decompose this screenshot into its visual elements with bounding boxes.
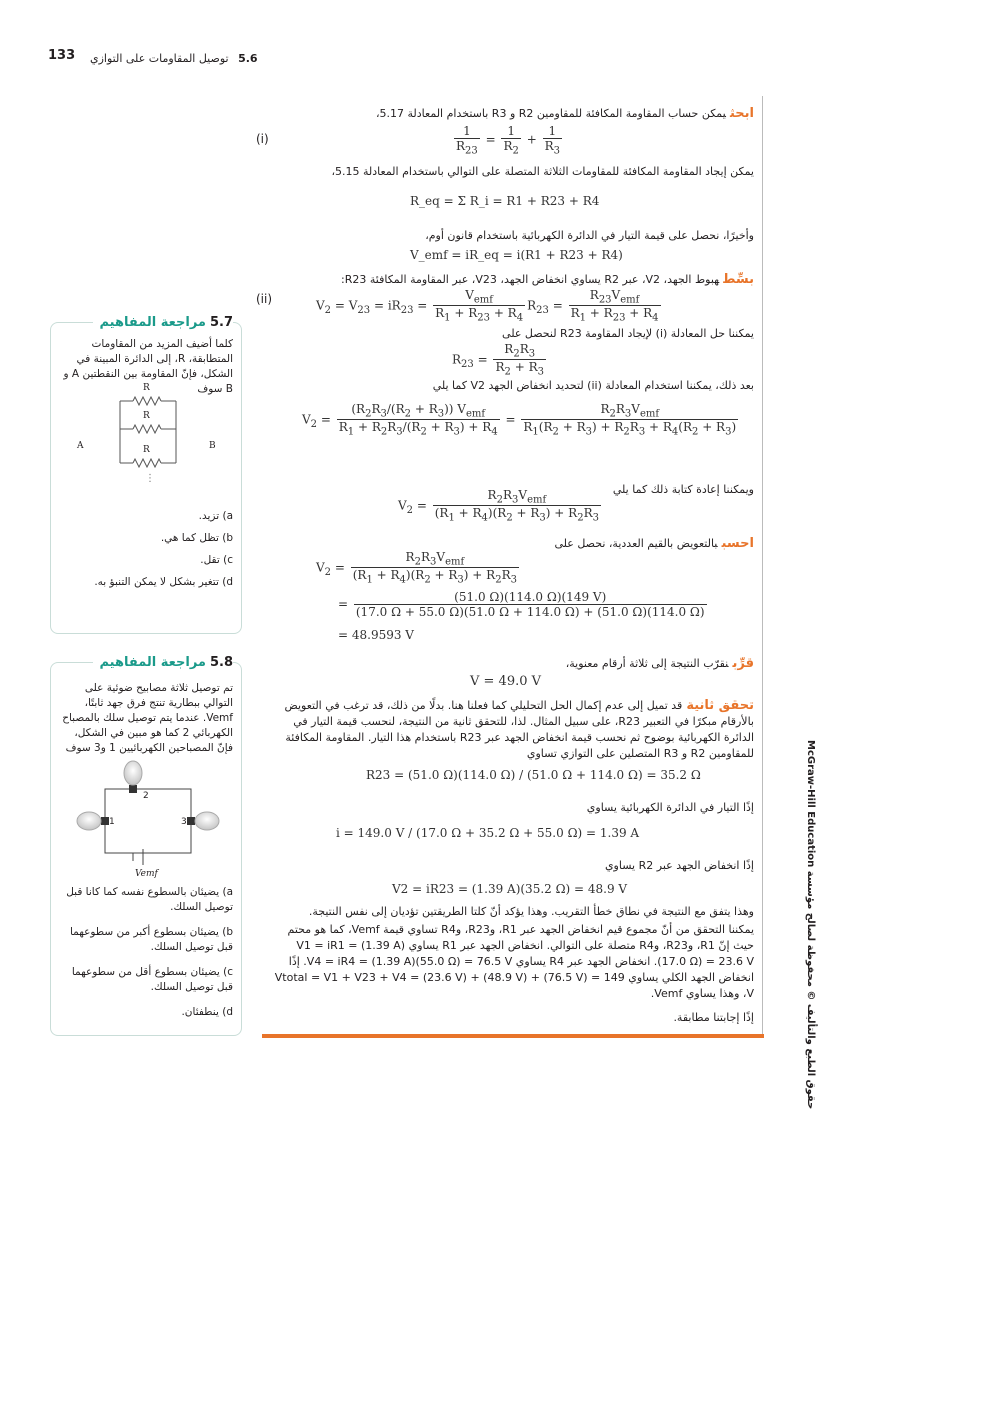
explore-keyword: ابحث	[729, 106, 754, 121]
review-5-8-option-b: b) يضيئان بسطوع أكبر من سطوعهما قبل توصيل السلك.	[69, 926, 233, 953]
check-text-6: إذًا إجابتنا مطابقة.	[673, 1011, 754, 1024]
explore-text-1: يمكن حساب المقاومة المكافئة للمقاومين R2 و R3 باستخدام المعادلة 5.17،	[375, 107, 726, 120]
review-5-8-option-d: d) ينطفئان.	[181, 1006, 233, 1018]
bulb-1	[77, 812, 101, 830]
check-text-3: إذًا انخفاض الجهد عبر R2 يساوي	[604, 859, 754, 872]
concept-review-5-7-question: كلما أضيف المزيد من المقاومات المتطابقة، R، إلى الدائرة المبينة في الشكل، فإنّ المقاومة بين النقطتين A و B سوف	[63, 338, 233, 395]
bulb-3-socket	[187, 817, 195, 825]
bulb-2-socket	[129, 785, 137, 793]
section-title: توصيل المقاومات على التوازي	[90, 52, 229, 65]
check-v2: V2 = iR23 = (1.39 A)(35.2 Ω) = 48.9 V	[392, 882, 628, 896]
simplify-text-1: هبوط الجهد، V2، عبر R2 يساوي انخفاض الجهد، V23، عبر المقاومة المكافئة R23:	[341, 273, 720, 286]
check-current: i = 149.0 V / (17.0 Ω + 35.2 Ω + 55.0 Ω) = 1.39 A	[336, 826, 640, 840]
copyright-text: حقوق الطبع والتأليف © محفوظة لصالح مؤسسة McGraw-Hill Education	[805, 740, 816, 1110]
simplify-text-4: ويمكننا إعادة كتابة ذلك كما يلي	[612, 483, 754, 496]
equation-i-label: (i)	[256, 132, 269, 146]
equation-v2-expanded: $V_2$ = $\frac{(R_2R_3/(R_2 + R_3)) V_{emf}}{R_1 + R_2R_3/(R_2 + R_3) + R_4}$ = $\frac{R_2R_3V_{emf}}{R_1(R_2 + R_3) + R_2R_3 + R_4(R_2 + R_3)}$	[302, 402, 737, 438]
explore-text-2: يمكن إيجاد المقاومة المكافئة للمقاومات الثلاثة المتصلة على التوالي باستخدام المعادلة 5.15،	[331, 165, 754, 178]
parallel-resistors-figure	[73, 383, 223, 503]
equation-v2-numeric: = $\frac{(51.0 \Omega)(114.0 \Omega)(149 V)}{(17.0 \Omega + 55.0 \Omega)(51.0 \Omega + 114.0 \Omega) + (51.0 \Omega)(114.0 \Omega)}$	[338, 590, 705, 619]
equation-ii-label: (ii)	[256, 292, 273, 306]
concept-review-5-8-question: تم توصيل ثلاثة مصابيح ضوئية على التوالي ببطارية تنتج فرق جهد ثابتًا، Vemf. عندما يتم توصيل سلك بالمصباح الكهربائي 2 كما هو مبين في الشكل، فإنّ المصباحين الكهربائيين 1 و3 سوف	[62, 682, 233, 754]
light-bulb-circuit-figure	[71, 755, 231, 875]
round-text: نقرّب النتيجة إلى ثلاثة أرقام معنوية،	[565, 657, 729, 670]
bulb-3	[195, 812, 219, 830]
more-resistors-dots: ⋮	[145, 473, 155, 484]
bulb-2	[124, 761, 142, 785]
equation-v2-compact: $V_2$ = $\frac{R_2R_3V_{emf}}{(R_1 + R_4)(R_2 + R_3) + R_2R_3}$	[398, 488, 599, 524]
running-head	[90, 52, 258, 65]
simplify-text-3: بعد ذلك، يمكننا استخدام المعادلة (ii) لتحديد انخفاض الجهد V2 كما يلي	[432, 379, 754, 392]
node-label-b: B	[209, 441, 216, 451]
round-line	[274, 656, 754, 672]
bulb-label-2: 2	[143, 791, 149, 801]
review-5-8-option-a: a) يضيئان بالسطوع نفسه كما كانا قبل توصيل السلك.	[66, 886, 233, 913]
concept-review-5-8-number: 5.8	[209, 655, 233, 670]
simplify-keyword: بسِّط	[723, 272, 754, 287]
page-number: 133	[48, 48, 76, 63]
review-5-8-option-c: c) يضيئان بسطوع أقل من سطوعهما قبل توصيل السلك.	[71, 966, 233, 993]
check-text-5: يمكننا التحقق من أنّ مجموع قيم انخفاض الجهد عبر R1، وR23، وR4 تساوي قيمة Vemf، كما هو محتم حيث إنّ R1، وR23، وR4 متصلة على التوالي. انخفاض الجهد عبر R1 يساوي V1 = iR1 = (1.39 A)(17.0 Ω) = 23.6 V. انخفاض الجهد عبر R4 يساوي V4 = iR4 = (1.39 A)(55.0 Ω) = 76.5 V. إذًا انخفاض الجهد الكلي يساوي Vtotal = V1 + V23 + V4 = (23.6 V) + (48.9 V) + (76.5 V) = 149 V، وهذا يساوي Vemf.	[274, 923, 754, 1000]
bulb-1-socket	[101, 817, 109, 825]
calc-denominator: (17.0 Ω + 55.0 Ω)(51.0 Ω + 114.0 Ω) + (51.0 Ω)(114.0 Ω)	[355, 605, 705, 619]
resistor-label-r-1: R	[143, 383, 150, 393]
concept-review-5-7	[50, 315, 242, 634]
copyright-side-note	[805, 740, 826, 1110]
calc-result: = 48.9593 V	[338, 628, 414, 642]
bulb-label-3: 3	[181, 817, 187, 827]
calc-keyword: احسب	[721, 536, 754, 551]
equation-r23: $R_{23}$ = $\frac{R_2R_3}{R_2 + R_3}$	[452, 342, 544, 378]
equation-req: R_eq = Σ R_i = R1 + R23 + R4	[410, 194, 600, 208]
review-5-7-option-c: c) تقل.	[200, 554, 233, 566]
calc-numerator: (51.0 Ω)(114.0 Ω)(149 V)	[354, 590, 707, 605]
resistor-label-r-3: R	[143, 445, 150, 455]
check-keyword: تحقق ثانية	[686, 698, 754, 713]
equation-i: $\frac{1}{R_{23}}$ = $\frac{1}{R_2}$ + $\frac{1}{R_3}$	[456, 124, 560, 157]
review-5-7-option-d: d) تتغير بشكل لا يمكن التنبؤ به.	[94, 576, 233, 588]
equation-v2-symbolic: $V_2$ = $\frac{R_2R_3V_{emf}}{(R_1 + R_4)(R_2 + R_3) + R_2R_3}$	[316, 550, 517, 586]
node-label-a: A	[77, 441, 84, 451]
panel-bottom-bar	[262, 1034, 764, 1038]
resistor-label-r-2: R	[143, 411, 150, 421]
concept-review-5-7-number: 5.7	[209, 315, 233, 330]
check-text-2: إذًا التيار في الدائرة الكهربائية يساوي	[586, 801, 754, 814]
check-paragraph-1	[274, 698, 754, 762]
review-5-7-option-b: b) تظل كما هي.	[160, 532, 233, 544]
calc-text: بالتعويض بالقيم العددية، نحصل على	[554, 537, 718, 550]
round-equation: V = 49.0 V	[470, 674, 542, 689]
concept-review-5-8	[50, 655, 242, 1036]
equation-vemf: V_emf = iR_eq = i(R1 + R23 + R4)	[410, 248, 623, 262]
concept-review-5-7-heading: مراجعة المفاهيم	[99, 315, 206, 330]
explore-text-3: وأخيرًا، نحصل على قيمة التيار في الدائرة الكهربائية باستخدام قانون أوم،	[425, 229, 754, 242]
check-text-4: وهذا يتفق مع النتيجة في نطاق خطأ التقريب. وهذا يؤكد أنّ كلتا الطريقتين تؤديان إلى نفس النتيجة.	[308, 905, 754, 918]
concept-review-5-7-title	[93, 315, 233, 330]
explore-line-1	[274, 106, 754, 122]
simplify-text-2: يمكننا حل المعادلة (i) لإيجاد المقاومة R23 لنحصل على	[502, 327, 754, 340]
solution-panel	[256, 96, 763, 1036]
review-5-7-option-a: a) تزيد.	[198, 510, 233, 522]
simplify-line-1	[274, 272, 754, 288]
concept-review-5-8-title	[93, 655, 233, 670]
check-text-1: قد تميل إلى عدم إكمال الحل التحليلي كما فعلنا هنا. بدلًا من ذلك، قد ترغب في التعويض بالأرقام مبكرًا في التعبير R23، على سبيل المثال. لذا، للتحقق ثانية من النتيجة، لنحسب قيمة التيار في الدائرة الكهربائية بوضوح ثم نحسب قيمة انخفاض الجهد عبر R23 باستخدام هذا التيار. المقاومة المكافئة للمقاومين R2 و R3 المتصلين على التوازي تساوي	[284, 699, 754, 760]
bulb-label-1: 1	[109, 817, 115, 827]
round-keyword: قرِّب	[732, 656, 754, 671]
section-number: 5.6	[238, 52, 258, 65]
equation-ii: $V_2 = V_{23} = iR_{23}$ = $\frac{V_{emf}}{R_1 + R_{23} + R_4}$ $R_{23}$ = $\frac{R_{23}V_{emf}}{R_1 + R_{23} + R_4}$	[316, 288, 659, 324]
check-r23: R23 = (51.0 Ω)(114.0 Ω) / (51.0 Ω + 114.0 Ω) = 35.2 Ω	[366, 768, 701, 782]
concept-review-5-8-heading: مراجعة المفاهيم	[99, 655, 206, 670]
battery-label-vemf: Vemf	[135, 869, 158, 879]
